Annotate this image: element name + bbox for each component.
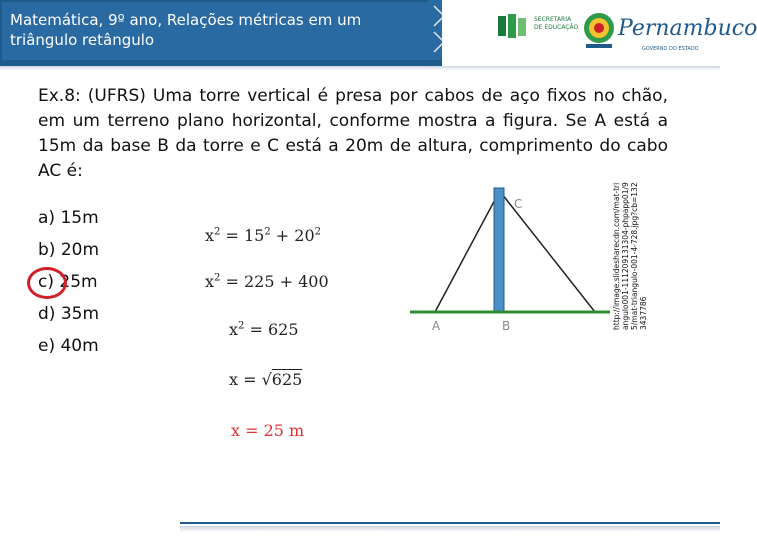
- eq1-a: 15: [243, 226, 265, 245]
- equation-line-4: x = √625: [229, 370, 303, 389]
- option-c[interactable]: c) 25m: [38, 272, 98, 292]
- state-seal-icon: [582, 8, 616, 54]
- option-e[interactable]: e) 40m: [38, 336, 99, 356]
- eq3-rhs: 625: [267, 320, 299, 339]
- answer-highlight-circle: [27, 267, 67, 299]
- footer-line: [180, 522, 720, 524]
- option-d[interactable]: d) 35m: [38, 304, 100, 324]
- label-c: C: [514, 197, 523, 211]
- eq4-rhs: 625: [271, 370, 303, 389]
- cable-left: [435, 194, 498, 312]
- question-text: Ex.8: (UFRS) Uma torre vertical é presa por cabos de aço fixos no chão, em um terreno plano horizontal, conforme mostra a figura. Se A está a 15m da base B da torre e C está a 20m de altura, comprimento do cabo AC é:: [38, 86, 668, 181]
- equation-line-1: $x^2 = 15^2 + 20^2$: [205, 226, 322, 245]
- state-name: Pernambuco: [618, 16, 757, 41]
- secretaria-label: SECRETARIA DE EDUCAÇÃO: [534, 16, 579, 31]
- equation-result: x = 25 m: [231, 421, 305, 440]
- header-bar: [0, 0, 757, 66]
- option-a[interactable]: a) 15m: [38, 208, 99, 228]
- tower-figure: [410, 184, 610, 344]
- equation-line-2: $x^2 = 225 + 400$: [205, 272, 329, 291]
- eq2-rhs: 225 + 400: [243, 272, 329, 291]
- tower: [494, 188, 504, 312]
- logo-area: [442, 0, 757, 66]
- eq1-b: 20: [294, 226, 315, 245]
- title-box: [2, 2, 444, 60]
- page-title: Matemática, 9º ano, Relações métricas em um triângulo retângulo: [10, 11, 362, 49]
- credit-text[interactable]: http://image.slidesharecdn.com/mat-triangulo001-111209131304-phpapp01/95/mat-triangulo-001-4-728.jpg?cb=1323437786: [612, 182, 648, 330]
- label-a: A: [432, 319, 441, 333]
- state-subtitle: GOVERNO DO ESTADO: [642, 46, 699, 52]
- footer-shadow: [180, 526, 720, 532]
- header-shadow: [0, 66, 720, 70]
- label-b: B: [502, 319, 511, 333]
- cable-right: [502, 194, 595, 312]
- option-b[interactable]: b) 20m: [38, 240, 100, 260]
- image-credit: [612, 180, 692, 330]
- secretaria-logo-icon: [496, 12, 536, 42]
- equation-line-3: $x^2 = 625$: [229, 320, 299, 339]
